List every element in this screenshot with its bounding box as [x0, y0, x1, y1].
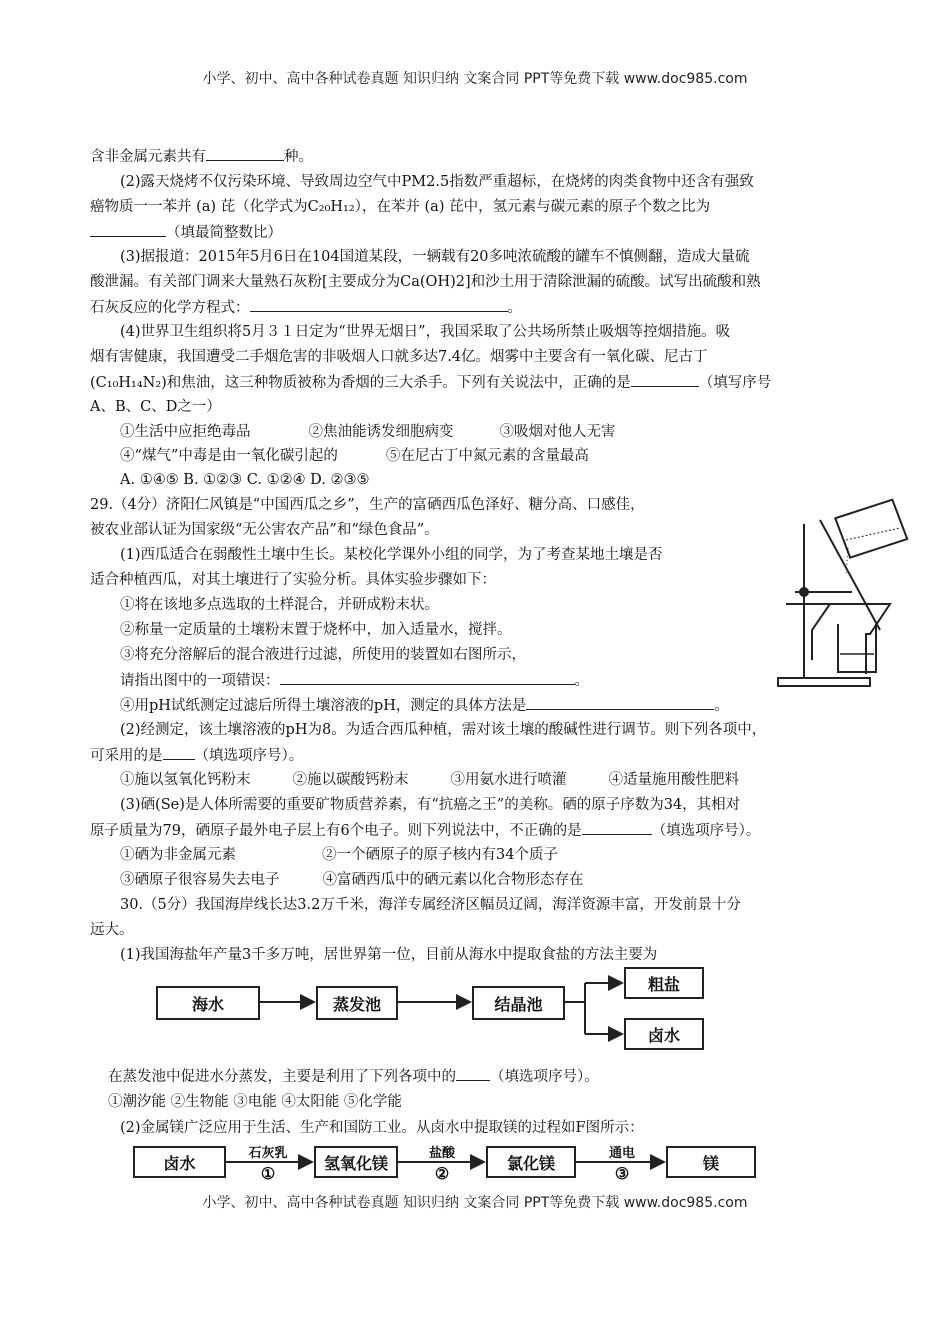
choice-line: A. ①④⑤ B. ①②③ C. ①②④ D. ②③⑤: [120, 472, 370, 488]
option-line: ③硒原子很容易失去电子 ④富硒西瓜中的硒元素以化合物形态存在: [120, 872, 584, 888]
flow-box-crude-salt: 粗盐: [624, 967, 704, 999]
question-30: 30.（5分）我国海岸线长达3.2万千米，海洋专属经济区幅员辽阔，海洋资源丰富，开发前景十分: [120, 897, 741, 913]
text-line: ②称量一定质量的土壤粉末置于烧杯中，加入适量水，搅拌。: [120, 622, 512, 638]
flow-box-brine: 卤水: [624, 1018, 704, 1050]
text-line: ④用pH试纸测定过滤后所得土壤溶液的pH，测定的具体方法是 。: [120, 695, 729, 716]
option-line: ①潮汐能 ②生物能 ③电能 ④太阳能 ⑤化学能: [108, 1094, 402, 1110]
text-line: 在蒸发池中促进水分蒸发，主要是利用了下列各项中的 （填选项序号）。: [108, 1066, 599, 1087]
option-line: ①硒为非金属元素 ②一个硒原子的原子核内有34个质子: [120, 847, 558, 863]
page-footer: 小学、初中、高中各种试卷真题 知识归纳 文案合同 PPT等免费下载 www.doc985.com: [202, 1195, 748, 1211]
text-line: (3)据报道：2015年5月6日在104国道某段，一辆载有20多吨浓硫酸的罐车不慎侧翻，造成大量硫: [120, 249, 750, 265]
flow-box-seawater: 海水: [156, 986, 260, 1020]
flow2-box-magnesium-hydroxide: 氢氧化镁: [314, 1146, 398, 1178]
option-line: ①生活中应拒绝毒品 ②焦油能诱发细胞病变 ③吸烟对他人无害: [120, 424, 616, 440]
text-line: 原子质量为79，硒原子最外电子层上有6个电子。则下列说法中，不正确的是 （填选项序号）。: [90, 820, 760, 841]
text-line: 远大。: [90, 922, 134, 938]
question-29: 29.（4分）济阳仁风镇是“中国西瓜之乡”，生产的富硒西瓜色泽好、糖分高、口感佳，: [90, 497, 645, 513]
flow-box-crystallization-pond: 结晶池: [472, 986, 565, 1020]
filtration-apparatus-illustration: [778, 499, 907, 686]
step-number: ③: [614, 1164, 630, 1183]
step-number: ②: [434, 1164, 450, 1183]
reagent-label: 盐酸: [428, 1146, 455, 1161]
text-line: (2)金属镁广泛应用于生活、生产和国防工业。从卤水中提取镁的过程如F图所示：: [120, 1120, 644, 1136]
reagent-label: 通电: [608, 1146, 635, 1161]
text-line: 石灰反应的化学方程式： 。: [90, 297, 522, 318]
text-line: 请指出图中的一项错误： 。: [120, 670, 589, 691]
text-line: A、B、C、D之一）: [90, 399, 221, 415]
step-number: ①: [260, 1164, 276, 1183]
reagent-label: 石灰乳: [248, 1146, 288, 1161]
text-line: (2)经测定，该土壤溶液的pH为8。为适合西瓜种植，需对该土壤的酸碱性进行调节。则下列各项中，: [120, 722, 767, 738]
text-line: (3)硒(Se)是人体所需要的重要矿物质营养素，有“抗癌之王”的美称。硒的原子序数为34，其相对: [120, 797, 741, 813]
answer-blank[interactable]: [456, 1066, 490, 1081]
text-line: 癌物质一一苯并 (a) 芘（化学式为C₂₀H₁₂），在苯并 (a) 芘中，氢元素与碳元素的原子个数之比为: [90, 199, 711, 215]
text-line: (C₁₀H₁₄N₂)和焦油，这三种物质被称为香烟的三大杀手。下列有关说法中，正确的是 （填写序号: [90, 372, 771, 393]
text-line: 适合种植西瓜，对其土壤进行了实验分析。具体实验步骤如下：: [90, 572, 496, 588]
text-line: 可采用的是 （填选项序号）。: [90, 745, 303, 766]
option-line: ①施以氢氧化钙粉末 ②施以碳酸钙粉末 ③用氨水进行喷灌 ④适量施用酸性肥料: [120, 772, 739, 788]
text-line: ①将在该地多点选取的土样混合，并研成粉末状。: [120, 597, 439, 613]
option-line: ④“煤气”中毒是由一氧化碳引起的 ⑤在尼古丁中氮元素的含量最高: [120, 448, 589, 464]
text-line: 被农业部认证为国家级“无公害农产品”和“绿色食品”。: [90, 522, 439, 538]
text-line: (1)我国海盐年产量3千多万吨，居世界第一位，目前从海水中提取食盐的方法主要为: [120, 947, 658, 963]
page-header: 小学、初中、高中各种试卷真题 知识归纳 文案合同 PPT等免费下载 www.doc985.com: [202, 71, 748, 87]
text-line: ③将充分溶解后的混合液进行过滤，所使用的装置如右图所示，: [120, 647, 526, 663]
text-line: 烟有害健康，我国遭受二手烟危害的非吸烟人口就多达7.4亿。烟雾中主要含有一氧化碳、尼古丁: [90, 349, 708, 365]
text-line: (1)西瓜适合在弱酸性土壤中生长。某校化学课外小组的同学，为了考查某地土壤是否: [120, 547, 663, 563]
flow2-box-brine: 卤水: [133, 1146, 226, 1178]
flow2-box-magnesium-chloride: 氯化镁: [486, 1146, 576, 1178]
text-line: 含非金属元素共有 种。: [90, 146, 313, 167]
flow2-box-magnesium: 镁: [666, 1146, 756, 1178]
text-line: (4)世界卫生组织将5月３１日定为“世界无烟日”，我国采取了公共场所禁止吸烟等控烟措施。吸: [120, 324, 731, 340]
text-line: 酸泄漏。有关部门调来大量熟石灰粉[主要成分为Ca(OH)2]和沙土用于清除泄漏的硫酸。试写出硫酸和熟: [90, 274, 761, 290]
text-line: (2)露天烧烤不仅污染环境、导致周边空气中PM2.5指数严重超标，在烧烤的肉类食物中还含有强致: [120, 174, 754, 190]
flow-box-evaporation-pond: 蒸发池: [316, 986, 398, 1020]
text-line: （填最简整数比）: [90, 222, 282, 243]
